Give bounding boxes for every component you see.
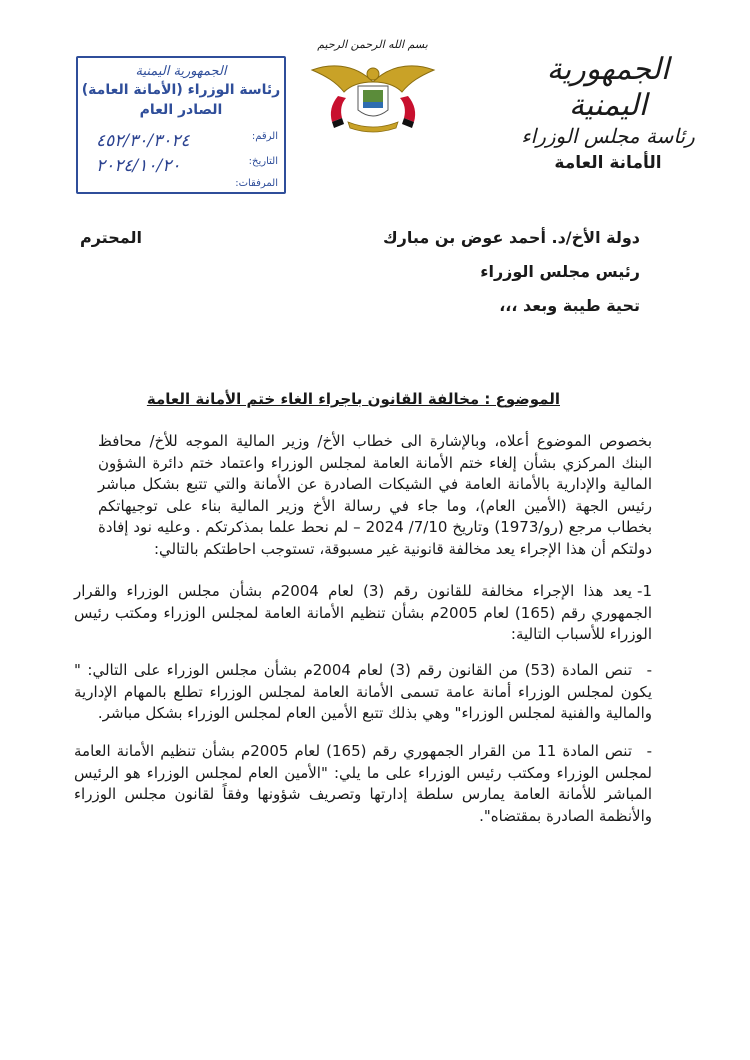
outgoing-registry-stamp (76, 56, 286, 194)
list-item (74, 741, 652, 827)
date-label: التاريخ: (248, 156, 278, 167)
republic-title: الجمهورية اليمنية (546, 52, 670, 123)
letterhead (508, 52, 708, 174)
greeting: تحية طيبة وبعد ،،، (499, 296, 640, 315)
list-item-marker: - (646, 661, 652, 679)
national-emblem (305, 38, 440, 138)
secretariat-title: الأمانة العامة (554, 153, 662, 173)
stamp-attachments-row (84, 178, 278, 189)
list-item-text: يعد هذا الإجراء مخالفة للقانون رقم (3) لعام 2004م بشأن مجلس الوزراء والقرار الجمهوري رقم (165) لعام 2005م بشأن تنظيم الأمانة العامة لمجلس الوزراء ومكتب رئيس الوزراء للأسباب التالية: (74, 582, 652, 643)
stamp-presidency: رئاسة الوزراء (الأمانة العامة) (81, 82, 281, 98)
eagle-emblem-icon (308, 52, 438, 134)
addressee-name: دولة الأخ/د. أحمد عوض بن مبارك (383, 228, 640, 247)
list-item (74, 581, 652, 646)
ref-value: ٤٥٢/٣٠/٣٠٢٤ (96, 131, 190, 151)
list-item-marker: 1- (637, 582, 652, 600)
date-value: ٢٠٢٤/١٠/٢٠ (96, 156, 181, 176)
stamp-outgoing: الصادر العام (139, 102, 223, 118)
addressee-position: رئيس مجلس الوزراء (480, 262, 640, 281)
attachments-label: المرفقات: (235, 178, 278, 189)
addressee-line (80, 228, 640, 247)
list-item-text: تنص المادة 11 من القرار الجمهوري رقم (165) لعام 2005م بشأن تنظيم الأمانة العامة لمجلس الوزراء ومكتب رئيس الوزراء على ما يلي: "الأمين العام لمجلس الوزراء هو الرئيس المباشر للأمانة العامة يمارس سلطة إدارتها وتصريف شؤونها وفقاً لقانون مجلس الوزراء والأنظمة الصادرة بمقتضاه". (74, 742, 652, 825)
stamp-republic: الجمهورية اليمنية (135, 64, 227, 79)
subject-line: الموضوع : مخالفة القانون باجراء الغاء ختم الأمانة العامة (146, 390, 560, 408)
stamp-ref-row (84, 131, 278, 151)
ref-label: الرقم: (251, 131, 278, 142)
addressee-honorific: المحترم (80, 228, 142, 247)
list-item-text: تنص المادة (53) من القانون رقم (3) لعام 2004م بشأن مجلس الوزراء على التالي: " يكون لمجلس الوزراء أمانة عامة تسمى الأمانة العامة لمجلس الوزراء تطلع بالمهام الإدارية والمالية والفنية لمجلس الوزراء" وهي بذلك تتبع الأمين العام لمجلس الوزراء بشكل مباشر. (74, 661, 652, 722)
list-item (74, 660, 652, 725)
basmala: بسم الله الرحمن الرحيم (317, 38, 428, 51)
stamp-date-row (84, 156, 278, 176)
presidency-title: رئاسة مجلس الوزراء (521, 124, 695, 148)
list-item-marker: - (646, 742, 652, 760)
intro-paragraph: بخصوص الموضوع أعلاه، وبالإشارة الى خطاب الأخ/ وزير المالية الموجه للأخ/ محافظ البنك المركزي بشأن إلغاء ختم الأمانة العامة لمجلس الوزراء واعتماد ختم دائرة الشؤون المالية والإدارية بالأمانة العامة في الشيكات الصادرة عن الأمانة والتي تتبع بشكل مباشر رئيس الجهة (الأمين العام)، وما جاء في رسالة الأخ وزير المالية بناء على توجيهاتكم بخطاب مرجع (رو/1973) وتاريخ 7/10/ 2024 – لم نحط علما بمذكرتكم . وعليه نود إفادة دولتكم أن هذا الإجراء يعد مخالفة قانونية غير مسبوقة، تستوجب احاطتكم بالتالي: (98, 432, 652, 558)
